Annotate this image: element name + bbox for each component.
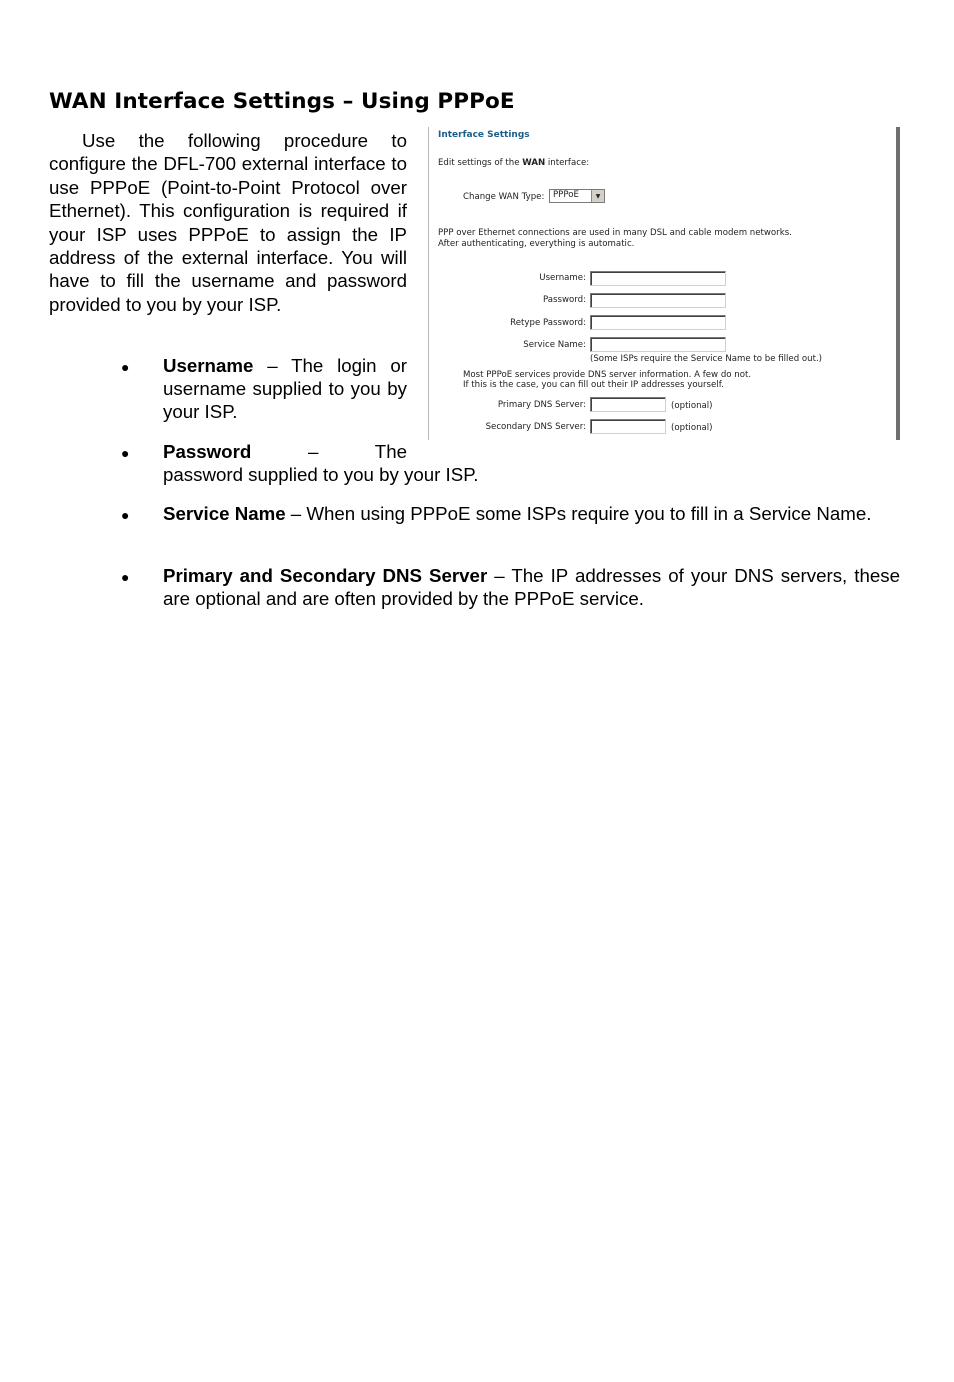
bullet-dot: ● (121, 569, 130, 585)
service-name-note: (Some ISPs require the Service Name to be filled out.) (590, 354, 823, 364)
retype-password-label: Retype Password: (510, 318, 586, 328)
dns-note-1: Most PPPoE services provide DNS server information. A few do not. (463, 370, 752, 380)
bullet-text: Username – The login or username supplied to you by your ISP. (163, 355, 407, 423)
edit-settings-text: Edit settings of the WAN interface: (438, 158, 590, 168)
primary-dns-optional: (optional) (671, 401, 713, 411)
primary-dns-input[interactable] (590, 397, 666, 412)
secondary-dns-optional: (optional) (671, 423, 713, 433)
retype-password-input[interactable] (590, 315, 726, 330)
secondary-dns-label: Secondary DNS Server: (485, 422, 586, 432)
chevron-down-icon[interactable]: ▼ (591, 190, 604, 202)
service-name-input[interactable] (590, 337, 726, 352)
username-input[interactable] (590, 271, 726, 286)
bullet-dot: ● (121, 507, 130, 523)
secondary-dns-input[interactable] (590, 419, 666, 434)
page-heading: WAN Interface Settings – Using PPPoE (49, 89, 515, 114)
bullet-dot: ● (121, 359, 130, 375)
service-name-label: Service Name: (523, 340, 586, 350)
pppoe-description-2: After authenticating, everything is automatic. (438, 239, 635, 249)
intro-paragraph: Use the following procedure to configure the DFL-700 external interface to use PPPoE (Point-to-Point Protocol over Ethernet). This configuration is required if your ISP uses PPPoE to assign the IP address of the external interface. You will have to fill the username and password provided to you by your ISP. (49, 130, 407, 315)
interface-settings-screenshot (428, 127, 900, 440)
panel-scrollbar (896, 127, 900, 440)
bullet-text-line1: Password – The (163, 441, 407, 462)
password-label: Password: (542, 295, 586, 305)
wan-type-label: Change WAN Type: (463, 192, 545, 202)
password-input[interactable] (590, 293, 726, 308)
wan-type-select[interactable] (549, 189, 605, 203)
bullet-text: Primary and Secondary DNS Server – The IP addresses of your DNS servers, these are optional and are often provided by the PPPoE service. (163, 565, 900, 610)
panel-left-border (428, 127, 429, 440)
username-label: Username: (539, 273, 586, 283)
pppoe-description-1: PPP over Ethernet connections are used in many DSL and cable modem networks. (438, 228, 792, 238)
wan-type-value: PPPoE (553, 190, 579, 200)
bullet-dot: ● (121, 445, 130, 461)
primary-dns-label: Primary DNS Server: (497, 400, 586, 410)
panel-title: Interface Settings (438, 130, 530, 140)
dns-note-2: If this is the case, you can fill out their IP addresses yourself. (463, 380, 724, 390)
bullet-text: Service Name – When using PPPoE some ISPs require you to fill in a Service Name. (163, 503, 872, 524)
bullet-text-line2: password supplied to you by your ISP. (163, 464, 479, 485)
